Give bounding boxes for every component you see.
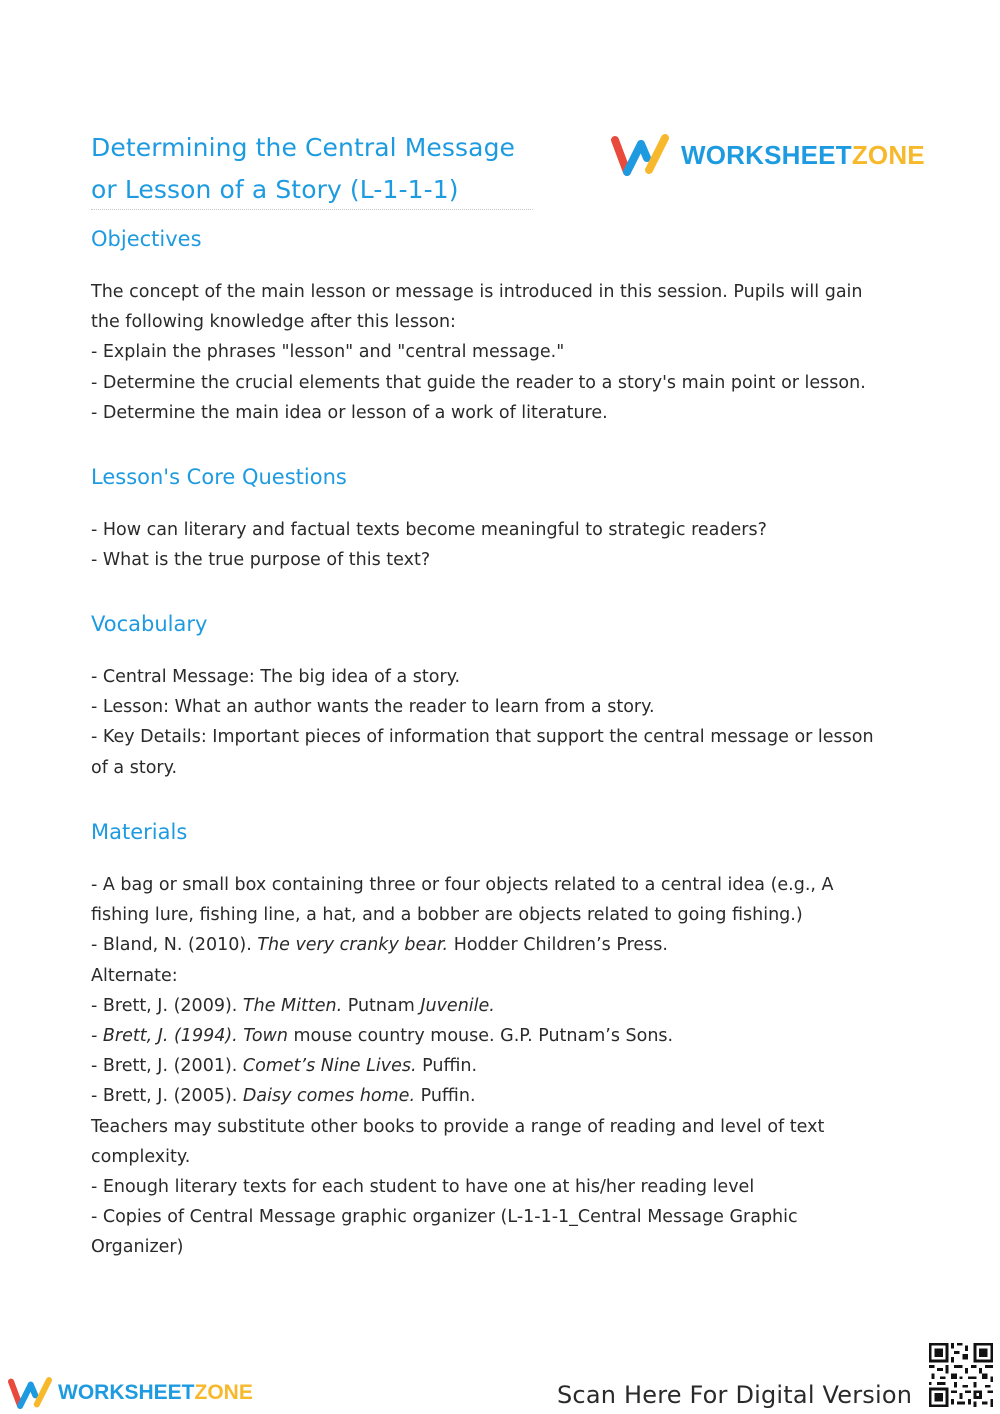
vocabulary-line: - Lesson: What an author wants the reader to learn from a story. <box>91 697 655 718</box>
materials-line: - A bag or small box containing three or four objects related to a central idea (e.g., A <box>91 875 834 895</box>
objectives-line: - Determine the main idea or lesson of a work of literature. <box>91 402 608 423</box>
vocabulary-body <box>91 662 911 783</box>
title-divider <box>91 209 533 210</box>
scan-prompt: Scan Here For Digital Version <box>557 1381 913 1409</box>
core-questions-heading: Lesson's Core Questions <box>91 465 347 489</box>
objectives-line: - Explain the phrases "lesson" and "central message." <box>91 342 565 363</box>
worksheetzone-logo-icon <box>611 132 669 178</box>
page-title <box>91 127 533 211</box>
materials-line: - Enough literary texts for each student to have one at his/her reading level <box>91 1177 755 1198</box>
materials-line: Teachers may substitute other books to provide a range of reading and level of text <box>91 1116 825 1137</box>
vocabulary-line: - Key Details: Important pieces of information that support the central message or lesson <box>91 727 874 748</box>
vocabulary-heading: Vocabulary <box>91 612 208 636</box>
materials-line: Alternate: <box>91 965 178 986</box>
vocabulary-line: - Central Message: The big idea of a story. <box>91 667 461 687</box>
materials-line: fishing lure, fishing line, a hat, and a bobber are objects related to going fishing.) <box>91 905 803 926</box>
materials-line-daisy: - Brett, J. (2005). Daisy comes home. Puffin. <box>91 1086 476 1107</box>
core-questions-section <box>91 463 911 575</box>
title-line-2: or Lesson of a Story (L-1-1-1) <box>91 175 459 204</box>
materials-heading: Materials <box>91 820 188 844</box>
materials-line-comet: - Brett, J. (2001). Comet’s Nine Lives. Puffin. <box>91 1056 478 1077</box>
worksheetzone-logo-icon <box>8 1375 52 1411</box>
materials-line: - Copies of Central Message graphic organizer (L-1-1-1_Central Message Graphic <box>91 1207 798 1228</box>
objectives-section <box>91 225 911 428</box>
materials-body <box>91 870 911 1263</box>
core-question-line: - How can literary and factual texts become meaningful to strategic readers? <box>91 520 767 540</box>
objectives-body <box>91 277 911 428</box>
vocabulary-section <box>91 610 911 783</box>
materials-line: Organizer) <box>91 1237 184 1258</box>
title-line-1: Determining the Central Message <box>91 133 516 162</box>
core-questions-body <box>91 515 911 575</box>
materials-line-town: - Brett, J. (1994). Town mouse country mouse. G.P. Putnam’s Sons. <box>91 1026 674 1047</box>
materials-line-bland: - Bland, N. (2010). The very cranky bear. Hodder Children’s Press. <box>91 935 668 956</box>
qr-code-icon[interactable] <box>926 1340 996 1410</box>
vocabulary-line: of a story. <box>91 757 178 778</box>
brand-name: WORKSHEETZONE <box>681 139 925 170</box>
core-question-line: - What is the true purpose of this text? <box>91 550 431 571</box>
brand-logo-footer <box>8 1374 253 1412</box>
materials-section <box>91 818 911 1263</box>
objectives-line: - Determine the crucial elements that guide the reader to a story's main point or lesson. <box>91 372 866 393</box>
materials-line-mitten: - Brett, J. (2009). The Mitten. Putnam Juvenile. <box>91 995 495 1016</box>
objectives-line: The concept of the main lesson or message is introduced in this session. Pupils will gain <box>91 282 863 302</box>
materials-line: complexity. <box>91 1146 191 1167</box>
objectives-line: the following knowledge after this lesson: <box>91 312 456 333</box>
brand-name-footer: WORKSHEETZONE <box>58 1381 253 1404</box>
objectives-heading: Objectives <box>91 227 202 251</box>
brand-logo-header <box>611 132 925 178</box>
